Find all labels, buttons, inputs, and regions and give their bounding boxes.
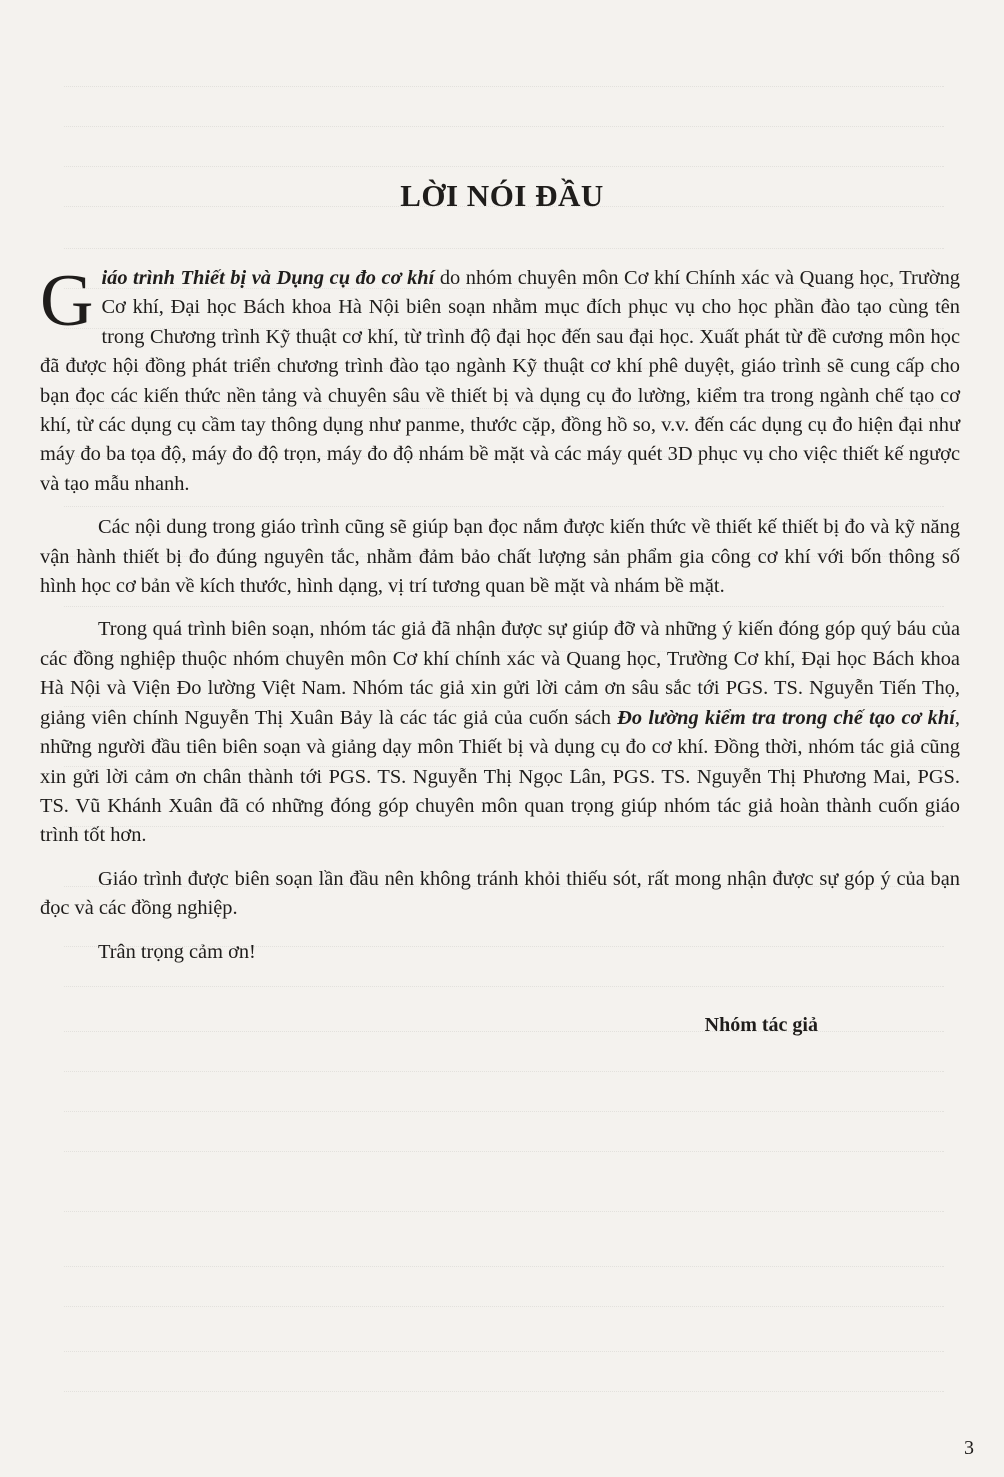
course-title: iáo trình Thiết bị và Dụng cụ đo cơ khí <box>101 267 435 289</box>
paragraph-acknowledgement-text-1: Trong quá trình biên soạn, nhóm tác giả đã nhận được sự giúp đỡ và những ý kiến đóng góp quý báu của các đồng nghiệp thuộc nhóm chuyên môn Cơ khí chính xác và Quang học, Trường Cơ khí, Đại học Bách khoa Hà Nội và Viện Đo lường Việt Nam. Nhóm tác giả xin gửi lời cảm ơn sâu sắc tới PGS. TS. Nguyễn Tiến Thọ, giảng viên chính Nguyễn Thị Xuân Bảy là các tác giả của cuốn sách <box>40 618 960 729</box>
drop-cap: G <box>40 260 94 342</box>
page-title: LỜI NÓI ĐẦU <box>400 178 604 213</box>
page-number: 3 <box>964 1437 974 1459</box>
referenced-book-title: Đo lường kiểm tra trong chế tạo cơ khí <box>617 706 955 729</box>
paragraph-intro-text: do nhóm chuyên môn Cơ khí Chính xác và Quang học, Trường Cơ khí, Đại học Bách khoa Hà Nội biên soạn nhằm mục đích phục vụ cho học phần đào tạo cùng tên trong Chương trình Kỹ thuật cơ khí, từ trình độ đại học đến sau đại học. Xuất phát từ đề cương môn học đã được hội đồng phát triển chương trình đào tạo ngành Kỹ thuật cơ khí phê duyệt, giáo trình sẽ cung cấp cho bạn đọc các kiến thức nền tảng và chuyên sâu về thiết bị và dụng cụ đo lường, kiểm tra trong ngành chế tạo cơ khí, từ các dụng cụ cầm tay thông dụng như panme, thước cặp, đồng hồ so, v.v. đến các dụng cụ đo hiện đại như máy đo ba tọa độ, máy đo độ trọn, máy đo độ nhám bề mặt và các máy quét 3D phục vụ cho việc thiết kế ngược và tạo mẫu nhanh. <box>40 267 960 495</box>
closing-line: Trân trọng cảm ơn! <box>98 940 256 963</box>
paragraph-acknowledgement-text-2: , những người đầu tiên biên soạn và giảng dạy môn Thiết bị và dụng cụ đo cơ khí. Đồng thời, nhóm tác giả cũng xin gửi lời cảm ơn chân thành tới PGS. TS. Nguyễn Thị Ngọc Lân, PGS. TS. Nguyễn Thị Phương Mai, PGS. TS. Vũ Khánh Xuân đã có những đóng góp chuyên môn quan trọng giúp nhóm tác giả hoàn thành cuốn giáo trình tốt hơn. <box>40 706 960 847</box>
foreword-body <box>40 260 960 967</box>
paragraph-acknowledgement <box>40 615 960 850</box>
signature: Nhóm tác giả <box>704 1014 818 1036</box>
paragraph-intro <box>40 260 960 499</box>
paragraph-feedback: Giáo trình được biên soạn lần đầu nên không tránh khỏi thiếu sót, rất mong nhận được sự góp ý của bạn đọc và các đồng nghiệp. <box>40 867 960 920</box>
paragraph-content: Các nội dung trong giáo trình cũng sẽ giúp bạn đọc nắm được kiến thức về thiết kế thiết bị đo và kỹ năng vận hành thiết bị đo đúng nguyên tắc, nhằm đảm bảo chất lượng sản phẩm gia công cơ khí với bốn thông số hình học cơ bản về kích thước, hình dạng, vị trí tương quan bề mặt và nhám bề mặt. <box>40 516 960 598</box>
